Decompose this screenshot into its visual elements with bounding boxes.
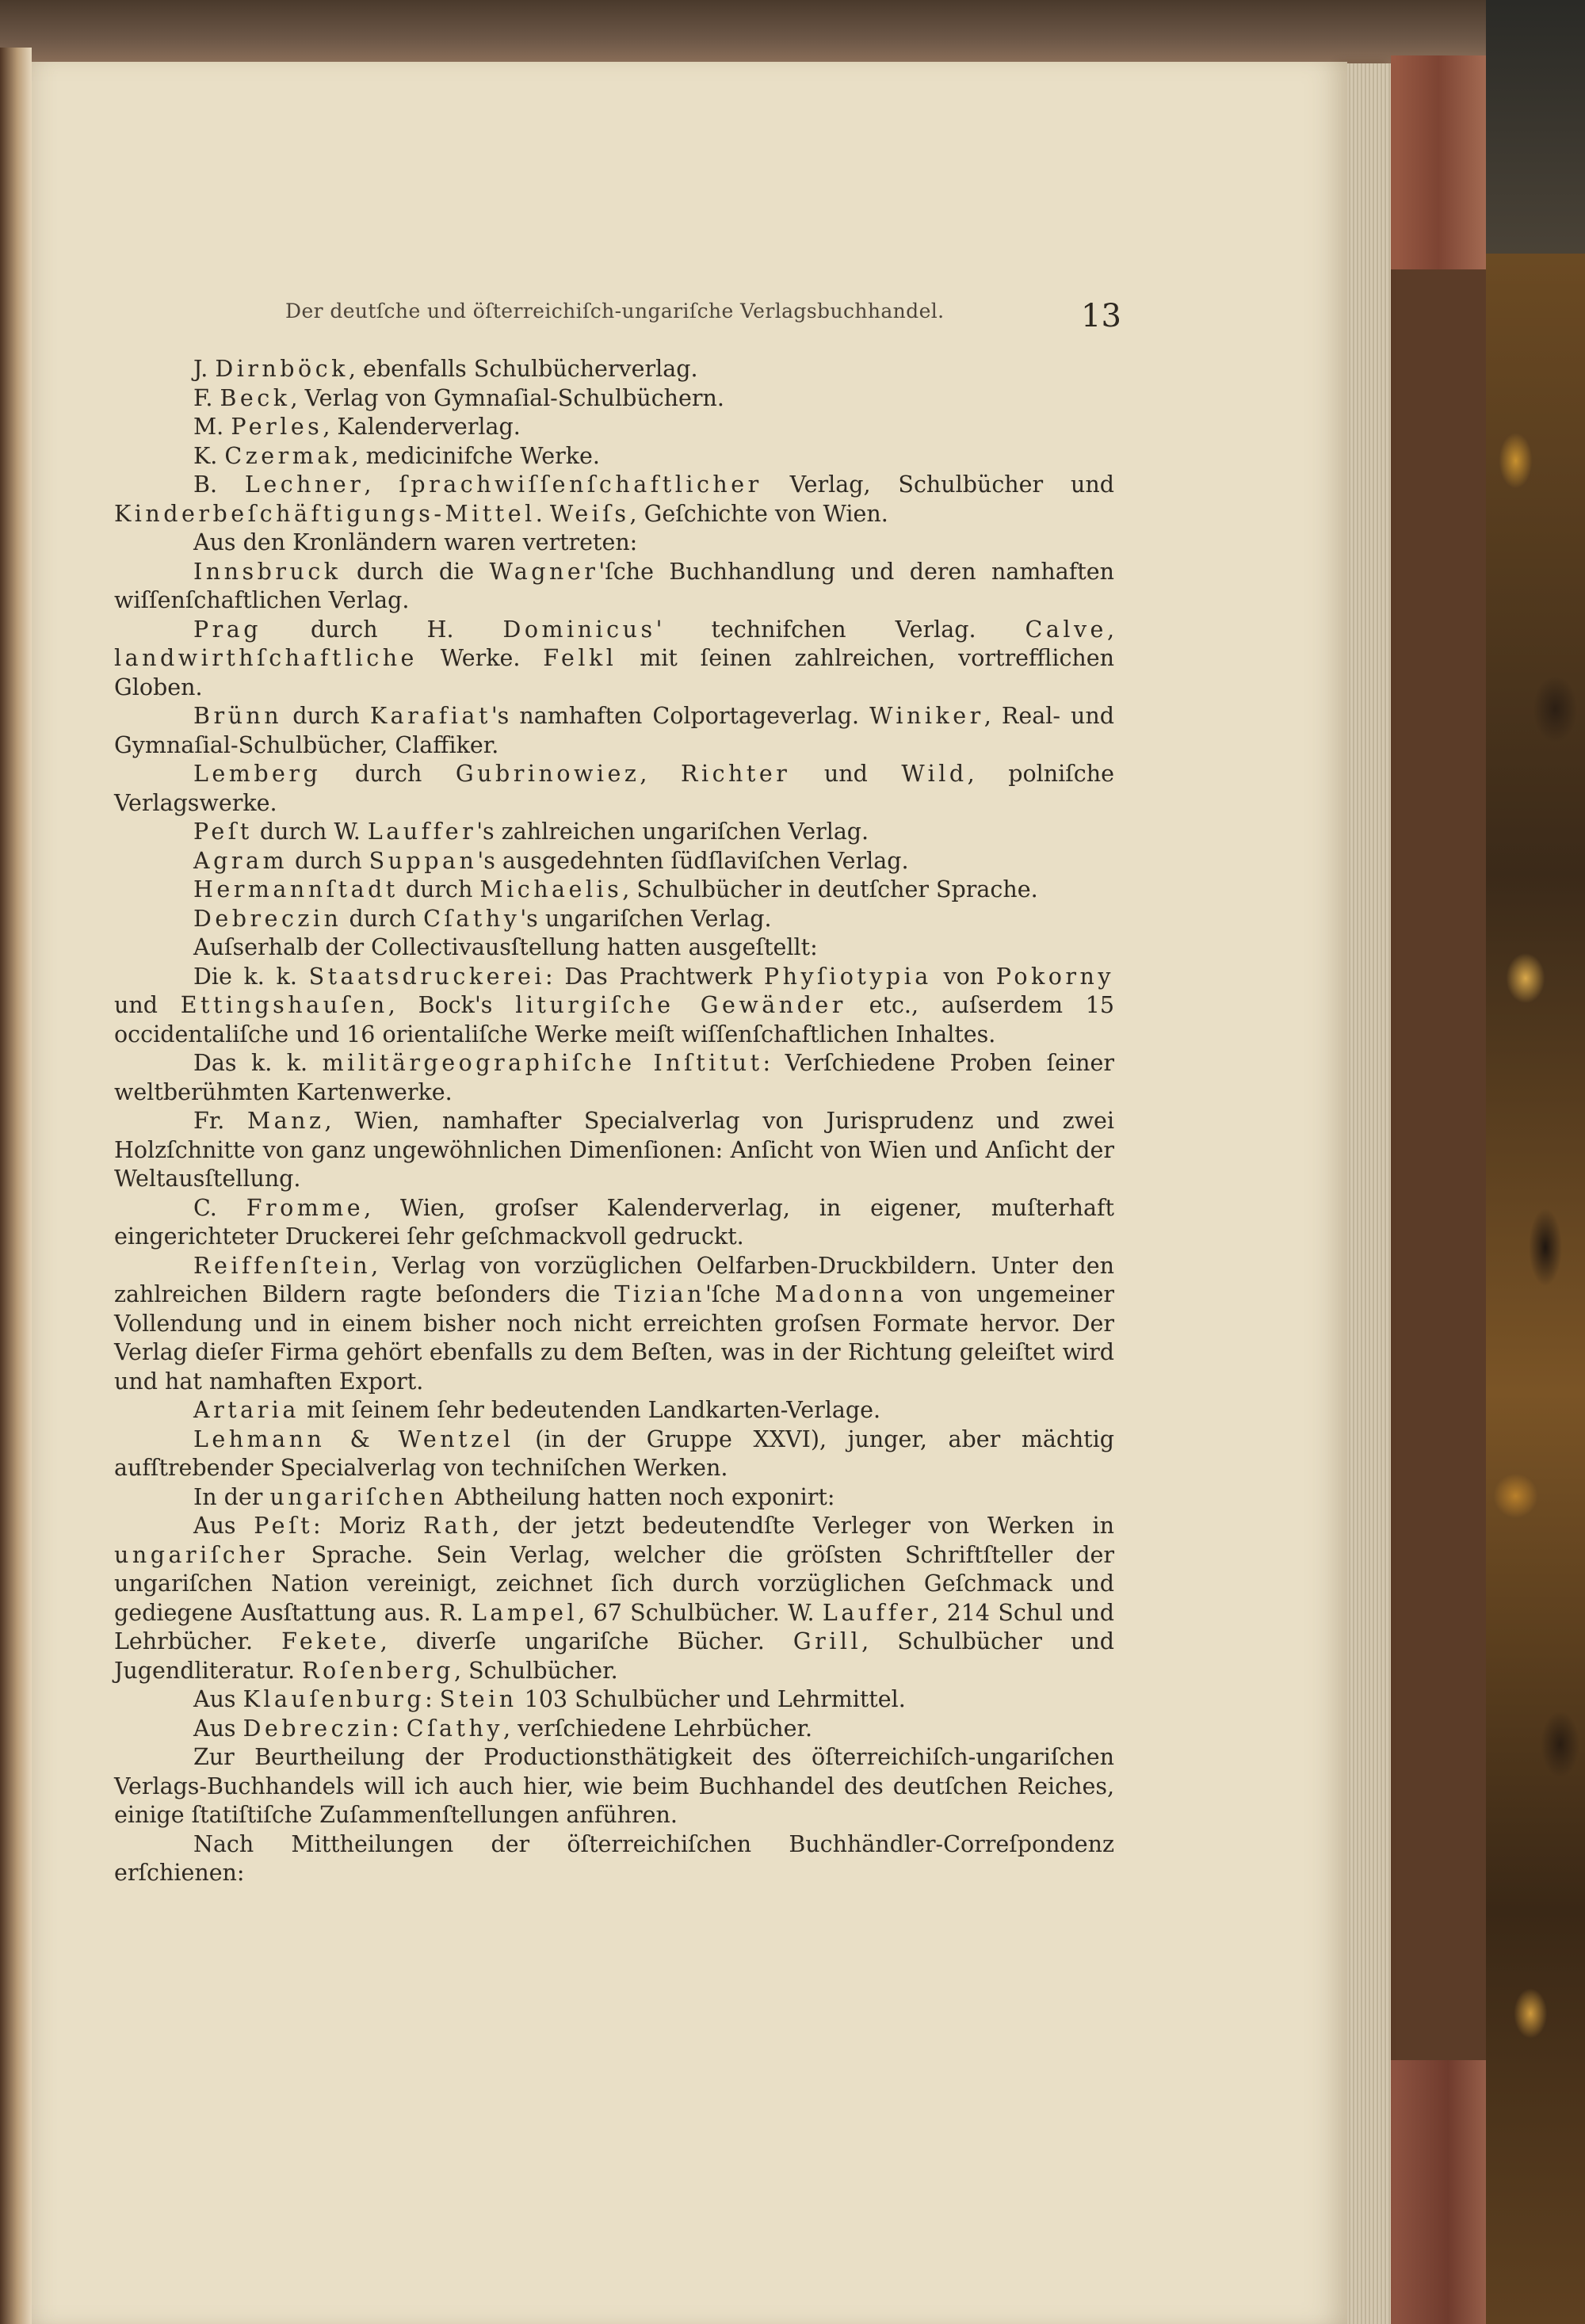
page-edges	[1343, 63, 1391, 2324]
paragraph: Fr. Manz, Wien, namhafter Specialverlag von Jurisprudenz und zwei Holzſchnitte von ganz ungewöhnlichen Dimenſionen: Anſicht von Wien und Anſicht der Weltausſtellung.	[114, 1108, 1114, 1192]
paragraph: Das k. k. militärgeographiſche Inſtitut: Verſchiedene Proben ſeiner weltberühmten Kartenwerke.	[114, 1050, 1115, 1105]
body-text	[114, 355, 1114, 1888]
paragraph: Lemberg durch Gubrinowiez, Richter und Wild, polniſche Verlagswerke.	[114, 761, 1114, 816]
paragraph: Artaria mit ſeinem ſehr bedeutenden Landkarten-Verlage.	[193, 1397, 881, 1423]
book-head-edge	[0, 0, 1585, 63]
paragraph: In der ungariſchen Abtheilung hatten noch exponirt:	[193, 1483, 835, 1510]
paragraph: Prag durch H. Dominicus' technifchen Verlag. Calve, landwirthſchaftliche Werke. Felkl mit ſeinen zahlreichen, vortrefflichen Globen.	[114, 616, 1114, 700]
paragraph: M. Perles, Kalenderverlag.	[193, 414, 521, 440]
gutter-edge	[0, 48, 32, 2324]
paragraph: Brünn durch Karafiat's namhaften Colportageverlag. Winiker, Real- und Gymnaſial-Schulbücher, Claffiker.	[114, 703, 1114, 758]
paragraph: Reiffenſtein, Verlag von vorzüglichen Oelfarben-Druckbildern. Unter den zahlreichen Bildern ragte beſonders die Tizian'ſche Madonna von ungemeiner Vollendung und in einem bisher noch nicht erreichten groſsen Formate hervor. Der Verlag dieſer Firma gehört ebenfalls zu dem Beſten, was in der Richtung geleiſtet wird und hat namhaften Export.	[114, 1252, 1114, 1395]
paragraph: Zur Beurtheilung der Productionsthätigkeit des öſterreichiſch-ungariſchen Verlags-Buchhandels will ich auch hier, wie beim Buchhandel des deutſchen Reiches, einige ſtatiſtiſche Zuſammenſtellungen anführen.	[114, 1744, 1114, 1828]
paragraph: Debreczin durch Cſathy's ungariſchen Verlag.	[193, 905, 772, 932]
paragraph: C. Fromme, Wien, groſser Kalenderverlag, in eigener, muſterhaft eingerichteter Druckerei ſehr geſchmackvoll gedruckt.	[114, 1194, 1114, 1250]
paragraph: Nach Mittheilungen der öſterreichiſchen Buchhändler-Correſpondenz erſchienen:	[114, 1830, 1114, 1886]
paragraph: Agram durch Suppan's ausgedehnten ſüdſlaviſchen Verlag.	[193, 847, 909, 874]
page-number: 13	[1081, 298, 1121, 334]
paragraph: Lehmann & Wentzel (in der Gruppe XXVI), junger, aber mächtig aufſtrebender Specialverlag von techniſchen Werken.	[114, 1425, 1114, 1481]
cover-leather-bottom	[1391, 2060, 1486, 2324]
paragraph: Aus Debreczin: Cſathy, verſchiedene Lehrbücher.	[193, 1715, 813, 1742]
cover-corner	[1486, 0, 1585, 261]
paragraph: Aus Peſt: Moriz Rath, der jetzt bedeutendſte Verleger von Werken in ungariſcher Sprache. Sein Verlag, welcher die gröſsten Schriftſteller der ungariſchen Nation vereinigt, zeichnet ſich durch vorzüglichen Geſchmack und gediegene Ausſtattung aus. R. Lampel, 67 Schulbücher. W. Lauffer, 214 Schul und Lehrbücher. Fekete, diverſe ungariſche Bücher. Grill, Schulbücher und Jugendliteratur. Roſenberg, Schulbücher.	[114, 1513, 1114, 1684]
paragraph: Die k. k. Staatsdruckerei: Das Prachtwerk Phyſiotypia von Pokorny und Ettingshauſen, Bock's liturgiſche Gewänder etc., auſserdem 15 occidentaliſche und 16 orientaliſche Werke meiſt wiſſenſchaftlichen Inhaltes.	[114, 963, 1115, 1048]
running-header: Der deutſche und öſterreichiſch-ungariſche Verlagsbuchhandel.	[285, 300, 945, 322]
paragraph: Auſserhalb der Collectivausſtellung hatten ausgeſtellt:	[193, 934, 818, 960]
paragraph: K. Czermak, medicinifche Werke.	[193, 442, 600, 469]
cover-leather-top	[1391, 55, 1486, 269]
marbled-cover	[1486, 254, 1585, 2324]
paragraph: Aus den Kronländern waren vertreten:	[193, 529, 638, 555]
paragraph: F. Beck, Verlag von Gymnaſial-Schulbüchern.	[193, 384, 724, 411]
paragraph: Innsbruck durch die Wagner'ſche Buchhandlung und deren namhaften wiſſenſchaftlichen Verlag.	[114, 558, 1114, 613]
paragraph: Peſt durch W. Lauffer's zahlreichen ungariſchen Verlag.	[193, 819, 869, 845]
paragraph: J. Dirnböck, ebenfalls Schulbücherverlag.	[193, 356, 698, 382]
paragraph: Aus Klauſenburg: Stein 103 Schulbücher und Lehrmittel.	[193, 1686, 906, 1712]
paragraph: B. Lechner, ſprachwiſſenſchaftlicher Verlag, Schulbücher und Kinderbeſchäftigungs-Mittel. Weiſs, Geſchichte von Wien.	[114, 471, 1114, 527]
paragraph: Hermannſtadt durch Michaelis, Schulbücher in deutſcher Sprache.	[193, 876, 1038, 903]
